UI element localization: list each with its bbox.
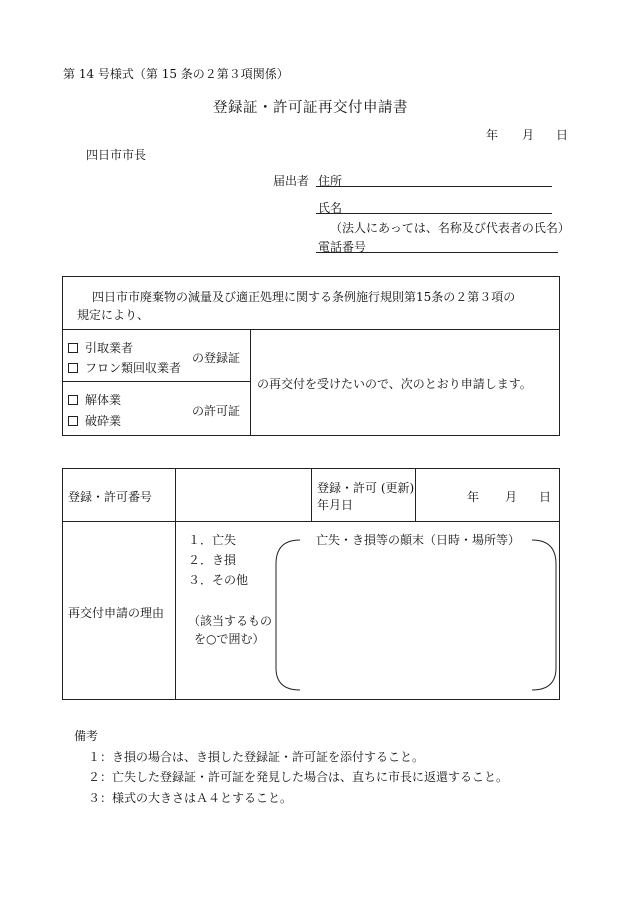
addressee: 四日市市長 [86,148,147,162]
date-label-line2: 年月日 [317,498,354,512]
intro-text-line2: 規定により、 [77,308,150,322]
phone-label: 電話番号 [318,240,367,254]
number-label: 登録・許可番号 [68,490,153,504]
option-collector[interactable] [68,339,133,356]
reason-damaged[interactable]: ２．き損 [188,553,237,567]
reg-date-month: 月 [505,490,518,504]
reason-label: 再交付申請の理由 [68,606,165,620]
name-field[interactable] [316,213,552,214]
form-number: 第 14 号様式（第 15 条の２第３項関係） [63,67,289,81]
date-year: 年 [486,128,499,142]
notes-heading: 備考 [74,729,99,743]
checkbox-icon[interactable] [68,363,78,373]
reg-date-day: 日 [539,490,552,504]
permit-cert-label: の許可証 [192,404,241,418]
checkbox-icon[interactable] [68,395,78,405]
option-dismantling-label: 解体業 [85,393,122,407]
table-divider [311,468,312,521]
reason-lost[interactable]: １．亡失 [188,533,237,547]
table-divider [415,468,416,521]
table-divider [62,521,560,522]
address-label: 住所 [318,174,343,188]
address-field[interactable] [316,186,552,187]
note-2: ２：亡失した登録証・許可証を発見した場合は、直ちに市長に返還すること。 [88,770,509,784]
checkbox-icon[interactable] [68,343,78,353]
date-label-line1: 登録・許可 (更新) [317,481,415,495]
name-note: （法人にあっては、名称及び代表者の氏名） [330,221,570,235]
option-crushing-label: 破砕業 [85,414,122,428]
reason-note-line1: （該当するもの [188,614,273,628]
option-collector-label: 引取業者 [85,341,134,355]
intro-text-line1: 四日市市廃棄物の減量及び適正処理に関する条例施行規則第15条の２第３項の [92,290,516,304]
phone-field[interactable] [316,252,558,253]
reason-other[interactable]: ３．その他 [188,573,249,587]
applicant-label: 届出者 [273,174,310,188]
number-field[interactable] [180,476,308,516]
option-crushing[interactable] [68,412,121,429]
checkbox-icon[interactable] [68,416,78,426]
option-fluorocarbon-label: フロン類回収業者 [85,361,182,375]
option-dismantling[interactable] [68,391,121,408]
option-fluorocarbon[interactable] [68,359,181,376]
date-day: 日 [556,128,569,142]
request-text: の再交付を受けたいので、次のとおり申請します。 [257,377,532,391]
details-label: 亡失・き損等の顛末（日時・場所等） [316,533,521,547]
document-title: 登録証・許可証再交付申請書 [213,100,408,116]
name-label: 氏名 [318,201,343,215]
table-divider [62,381,250,382]
table-divider [250,329,251,436]
note-1: １：き損の場合は、き損した登録証・許可証を添付すること。 [88,750,425,764]
table-divider [175,468,176,700]
registration-cert-label: の登録証 [192,351,241,365]
date-month: 月 [522,128,535,142]
note-3: ３：様式の大きさはＡ４とすること。 [88,791,293,805]
table-divider [62,329,560,330]
details-field[interactable] [286,552,544,684]
reg-date-year: 年 [467,490,480,504]
reason-note-line2: を○で囲む） [194,632,265,646]
